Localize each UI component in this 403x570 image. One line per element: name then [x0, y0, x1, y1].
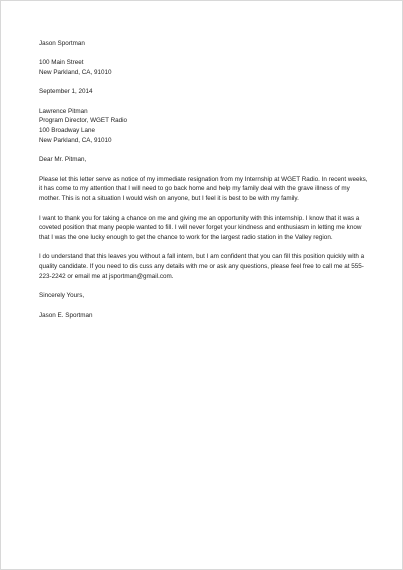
signature-name: Jason E. Sportman	[39, 311, 93, 319]
sender-name: Jason Sportman	[39, 40, 85, 47]
signature-block	[39, 311, 369, 321]
closing: Sincerely Yours,	[39, 292, 85, 300]
salutation: Dear Mr. Pitman,	[39, 156, 87, 164]
salutation-block	[39, 155, 369, 165]
sender-name-block	[39, 39, 369, 49]
body-paragraph: I want to thank you for taking a chance on me and giving me an opportunity with this internship. I know that it was a coveted position that many people wanted to fill. I will never forget your kindness and enthusiasm in letting me know that I was the one lucky enough to get the chance to work for the largest radio station in the Valley region.	[39, 214, 362, 242]
body-paragraph: I do understand that this leaves you without a fall intern, but I am confident that you can fill this position quickly with a quality candidate. If you need to dis cuss any details with me or ask any questions, please feel free to call me at 555-223-2242 or email me at jsportman@gmail.com.	[39, 253, 365, 281]
body-paragraph: Please let this letter serve as notice of my immediate resignation from my Internship at WGET Radio. In recent weeks, it has come to my attention that I will need to go back home and help my family deal with the grave illness of my mother. This is not a situation I would wish on anyone, but I feel it is best to be with my family.	[39, 175, 368, 203]
recipient-name: Lawrence Pitman	[39, 107, 88, 115]
paragraph-1-block	[39, 175, 369, 204]
sender-street: 100 Main Street	[39, 59, 84, 67]
recipient-city: New Parkland, CA, 91010	[39, 137, 112, 145]
letter-date-block	[39, 87, 369, 97]
paragraph-2-block	[39, 214, 369, 243]
letter-date: September 1, 2014	[39, 88, 93, 96]
recipient-title: Program Director, WGET Radio	[39, 117, 128, 125]
sender-city: New Parkland, CA, 91010	[39, 69, 112, 77]
recipient-street: 100 Broadway Lane	[39, 127, 96, 135]
letter-body	[39, 39, 369, 330]
paragraph-3-block	[39, 252, 369, 281]
closing-block	[39, 291, 369, 301]
sender-address	[39, 58, 369, 78]
recipient-address	[39, 107, 369, 146]
